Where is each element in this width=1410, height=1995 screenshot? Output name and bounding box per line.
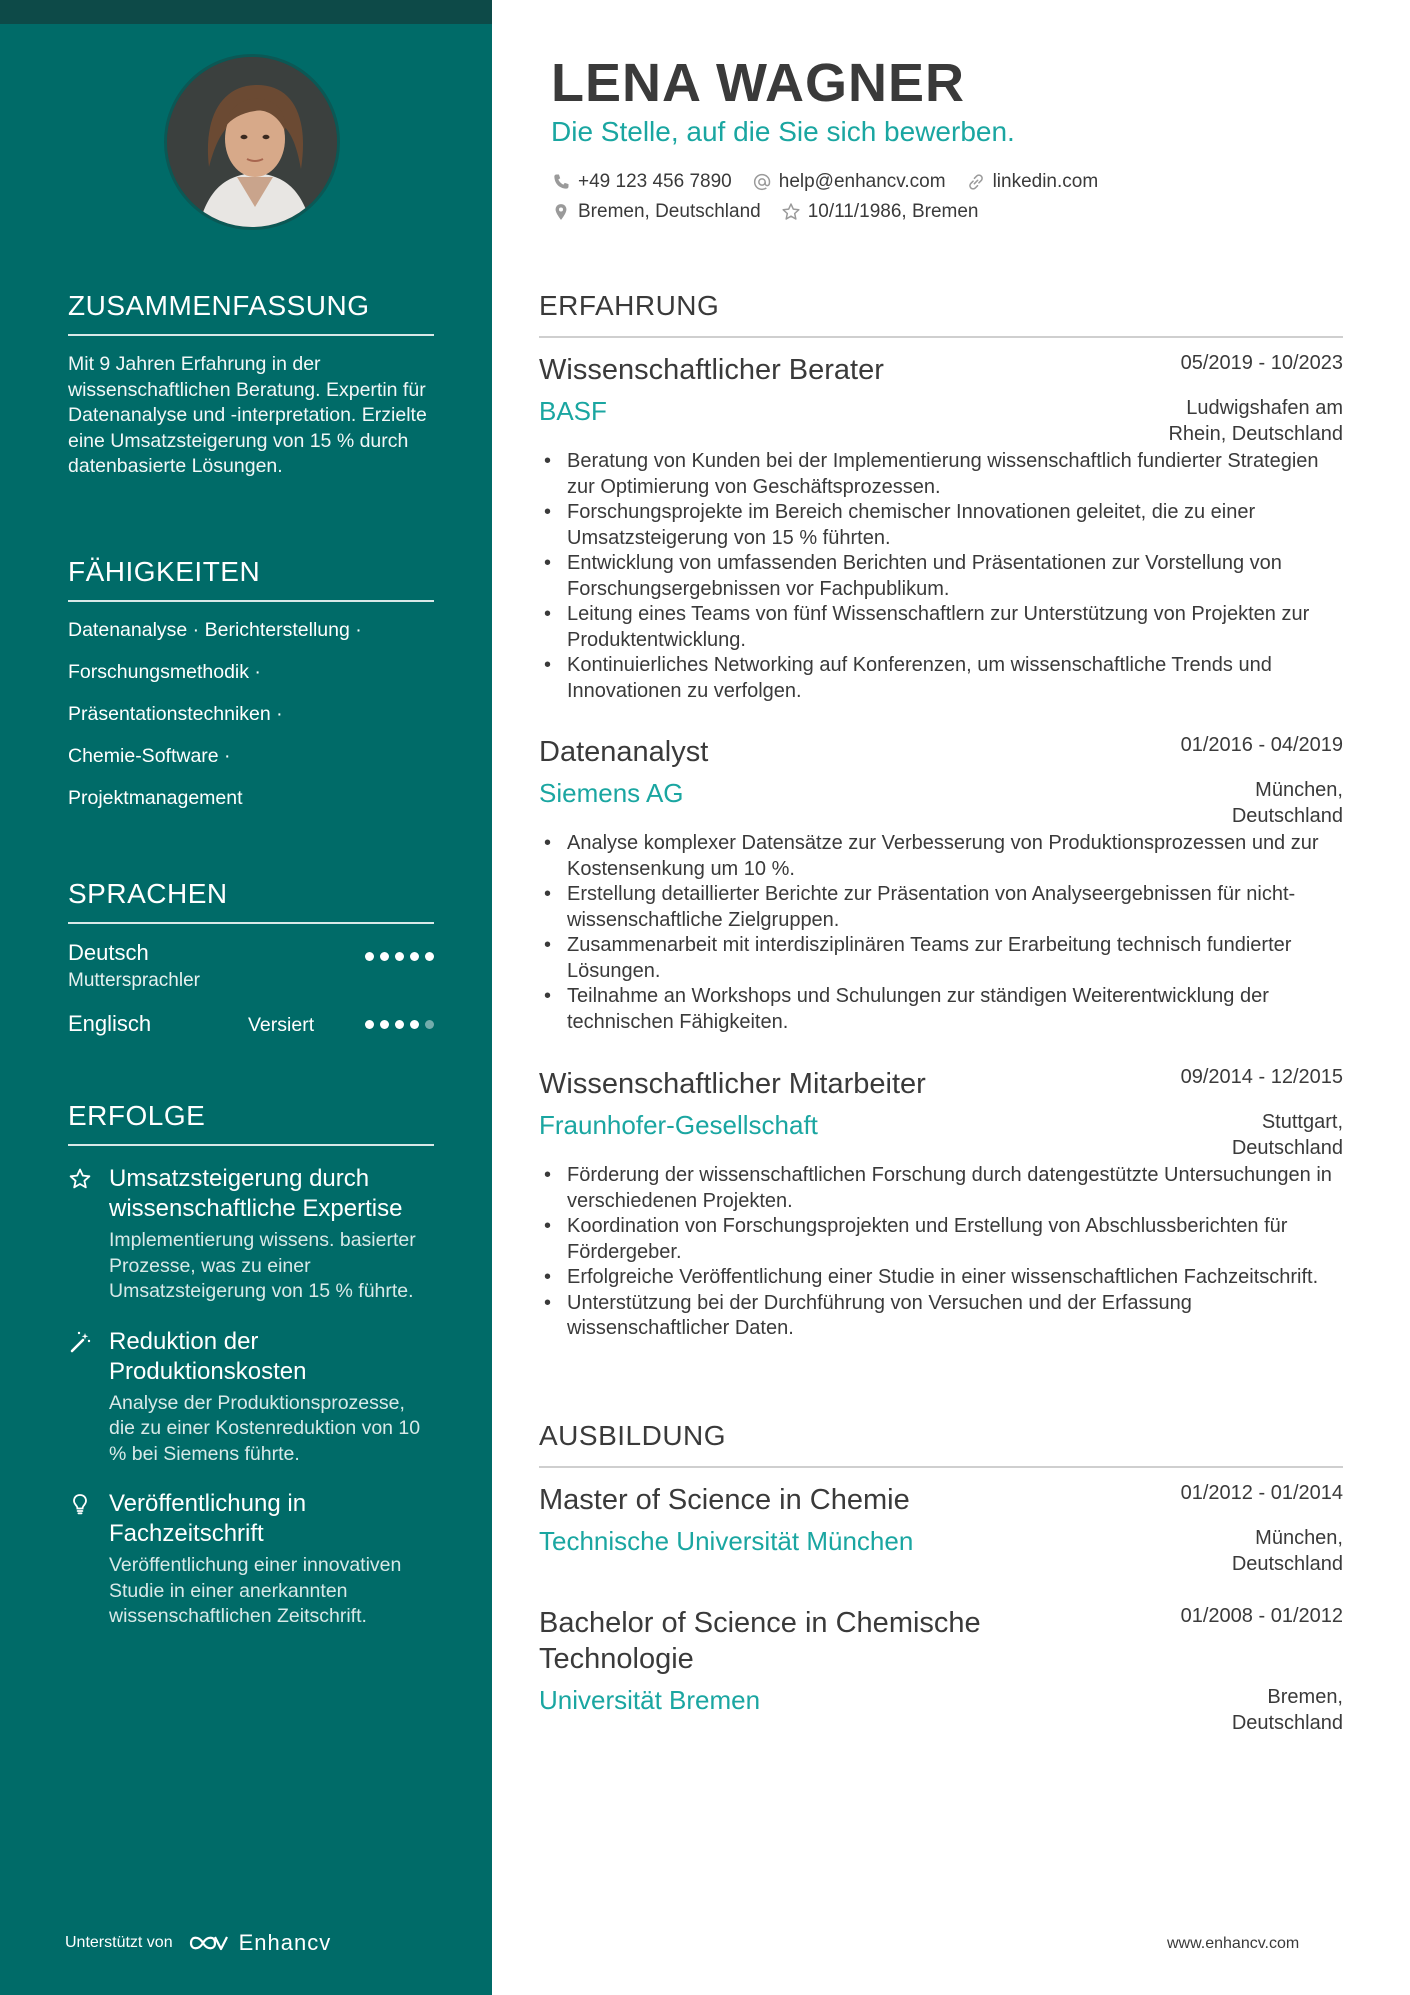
location-contact: Bremen, Deutschland <box>551 201 761 223</box>
phone-icon <box>551 172 571 192</box>
contact-row-1 <box>551 171 1098 193</box>
job-bullets <box>539 1163 1343 1342</box>
degree-title: Master of Science in Chemie <box>539 1484 910 1516</box>
achievement-desc: Veröffentlichung einer innovativen Studie in einer anerkannten wissenschaftlichen Zeitschrift. <box>109 1554 402 1627</box>
education-entry <box>539 1482 1343 1575</box>
language-rating <box>365 952 434 961</box>
bullet-item: • Zusammenarbeit mit interdisziplinären Teams zur Erarbeitung technisch fundierter Lösungen. <box>539 933 1343 984</box>
sidebar-footer <box>65 1930 331 1956</box>
website-link[interactable]: www.enhancv.com <box>1167 1935 1300 1952</box>
link-icon <box>966 172 986 192</box>
language-level: Versiert <box>248 1014 315 1036</box>
language-name: Englisch <box>68 1011 152 1036</box>
bullet-item: • Forschungsprojekte im Bereich chemischer Innovationen geleitet, die zu einer Umsatzsteigerung von 15 % führten. <box>539 500 1343 551</box>
bullet-item: • Analyse komplexer Datensätze zur Verbesserung von Produktionsprozessen und zur Kostensenkung um 10 %. <box>539 831 1343 882</box>
bullet-item: • Koordination von Forschungsprojekten und Erstellung von Abschlussberichten für Fördergeber. <box>539 1214 1343 1265</box>
bullet-item: • Kontinuierliches Networking auf Konferenzen, um wissenschaftliche Trends und Innovationen zu verfolgen. <box>539 653 1343 704</box>
language-row <box>68 1008 434 1064</box>
rating-dot-filled <box>425 952 434 961</box>
achievement-desc: Implementierung wissens. basierter Prozesse, was zu einer Umsatzsteigerung von 15 % führte. <box>109 1229 416 1302</box>
skill-item: Projektmanagement <box>68 787 243 809</box>
rating-dot-filled <box>395 1020 404 1029</box>
profile-photo <box>164 54 340 230</box>
bullet-item: • Beratung von Kunden bei der Implementierung wissenschaftlich fundierter Strategien zur Optimierung von Geschäftsprozessen. <box>539 449 1343 500</box>
job-location: Ludwigshafen am Rhein, Deutschland <box>1168 397 1343 445</box>
sidebar <box>0 0 492 1995</box>
summary-heading: ZUSAMMENFASSUNG <box>68 290 434 336</box>
education-dates: 01/2012 - 01/2014 <box>1180 1482 1343 1504</box>
skill-item: Präsentationstechniken · <box>68 703 283 725</box>
company-name: BASF <box>539 396 607 426</box>
powered-by-label: Unterstützt von <box>65 1934 173 1951</box>
rating-dot-filled <box>380 1020 389 1029</box>
brand-name: Enhancv <box>238 1930 332 1955</box>
company-name: Fraunhofer-Gesellschaft <box>539 1110 818 1140</box>
rating-dot-filled <box>410 1020 419 1029</box>
language-level: Muttersprachler <box>68 970 200 991</box>
job-dates: 01/2016 - 04/2019 <box>1180 734 1343 756</box>
achievement-title: Umsatzsteigerung durch wissenschaftliche Expertise <box>109 1165 403 1222</box>
skills-list <box>68 618 434 810</box>
languages-section <box>68 878 434 1064</box>
education-location: München, Deutschland <box>1231 1527 1343 1575</box>
summary-section <box>68 290 434 480</box>
achievement-desc: Analyse der Produktionsprozesse, die zu einer Kostenreduktion von 10 % bei Siemens führte. <box>109 1391 421 1465</box>
skill-item: Chemie-Software · <box>68 745 231 767</box>
bullet-item: • Entwicklung von umfassenden Berichten und Präsentationen zur Vorstellung von Forschungsergebnissen vor Fachpublikum. <box>539 551 1343 602</box>
bullet-item: • Unterstützung bei der Durchführung von Versuchen und der Erfassung wissenschaftlicher Daten. <box>539 1291 1343 1342</box>
candidate-name: LENA WAGNER <box>551 53 965 113</box>
languages-heading: SPRACHEN <box>68 878 434 924</box>
job-dates: 05/2019 - 10/2023 <box>1180 352 1343 374</box>
job-dates: 09/2014 - 12/2015 <box>1180 1066 1343 1088</box>
lightbulb-icon <box>68 1492 92 1516</box>
education-location: Bremen, Deutschland <box>1231 1686 1343 1734</box>
bullet-item: • Teilnahme an Workshops und Schulungen zur ständigen Weiterentwicklung der technischen Fähigkeiten. <box>539 984 1343 1035</box>
education-heading: AUSBILDUNG <box>539 1420 1343 1468</box>
language-row <box>68 940 434 996</box>
phone-contact[interactable]: +49 123 456 7890 <box>551 171 732 193</box>
bullet-item: • Erfolgreiche Veröffentlichung einer Studie in einer wissenschaftlichen Fachzeitschrift. <box>539 1265 1343 1291</box>
job-bullets <box>539 449 1343 704</box>
linkedin-contact[interactable]: linkedin.com <box>966 171 1099 193</box>
achievement-item <box>68 1327 434 1468</box>
skill-item: Forschungsmethodik · <box>68 661 261 683</box>
bullet-item: • Leitung eines Teams von fünf Wissenschaftlern zur Unterstützung von Projekten zur Produktentwicklung. <box>539 602 1343 653</box>
skill-item: Datenanalyse · Berichterstellung · <box>68 619 362 641</box>
magic-wand-icon <box>68 1330 92 1354</box>
language-name: Deutsch <box>68 940 149 965</box>
company-name: Siemens AG <box>539 778 684 808</box>
achievement-title: Veröffentlichung in Fachzeitschrift <box>109 1490 307 1547</box>
summary-text: Mit 9 Jahren Erfahrung in der wissenschaftlichen Beratung. Expertin für Datenanalyse und -interpretation. Erzielte eine Umsatzsteigerung von 15 % durch datenbasierte Lösungen. <box>68 353 427 477</box>
achievements-heading: ERFOLGE <box>68 1100 434 1146</box>
experience-entry <box>539 734 1343 1035</box>
rating-dot-filled <box>365 1020 374 1029</box>
bullet-item: • Erstellung detaillierter Berichte zur Präsentation von Analyseergebnissen für nicht-wissenschaftliche Zielgruppen. <box>539 882 1343 933</box>
experience-entry <box>539 352 1343 704</box>
rating-dot-filled <box>365 952 374 961</box>
experience-heading: ERFAHRUNG <box>539 290 1343 338</box>
job-title: Wissenschaftlicher Mitarbeiter <box>539 1068 926 1100</box>
achievement-item <box>68 1489 434 1630</box>
education-dates: 01/2008 - 01/2012 <box>1180 1605 1343 1627</box>
job-location: München, Deutschland <box>1231 779 1343 827</box>
school-name: Technische Universität München <box>539 1526 914 1556</box>
rating-dot-empty <box>425 1020 434 1029</box>
job-bullets <box>539 831 1343 1035</box>
rating-dot-filled <box>410 952 419 961</box>
rating-dot-filled <box>395 952 404 961</box>
job-title: Datenanalyst <box>539 736 709 768</box>
star-icon <box>781 202 801 222</box>
skills-section <box>68 556 434 810</box>
location-pin-icon <box>551 202 571 222</box>
school-name: Universität Bremen <box>539 1685 761 1715</box>
email-contact[interactable]: help@enhancv.com <box>752 171 946 193</box>
experience-entry <box>539 1066 1343 1342</box>
enhancv-logo-icon <box>187 1931 231 1955</box>
job-title: Wissenschaftlicher Berater <box>539 354 884 386</box>
at-icon <box>752 172 772 192</box>
education-entry <box>539 1605 1343 1734</box>
achievement-item <box>68 1164 434 1305</box>
brand-logo[interactable] <box>187 1930 332 1956</box>
bullet-item: • Förderung der wissenschaftlichen Forschung durch datengestützte Untersuchungen in verschiedenen Projekten. <box>539 1163 1343 1214</box>
achievement-title: Reduktion der Produktionskosten <box>109 1327 307 1385</box>
skills-heading: FÄHIGKEITEN <box>68 556 434 602</box>
contact-row-2 <box>551 201 979 223</box>
rating-dot-filled <box>380 952 389 961</box>
birth-contact: 10/11/1986, Bremen <box>781 201 979 223</box>
sidebar-top-bar <box>0 0 492 24</box>
achievements-section <box>68 1100 434 1630</box>
job-location: Stuttgart, Deutschland <box>1231 1111 1343 1159</box>
language-rating <box>365 1020 434 1029</box>
star-icon <box>68 1167 92 1191</box>
degree-title: Bachelor of Science in Chemische Technologie <box>539 1607 981 1675</box>
target-role: Die Stelle, auf die Sie sich bewerben. <box>551 116 1015 147</box>
